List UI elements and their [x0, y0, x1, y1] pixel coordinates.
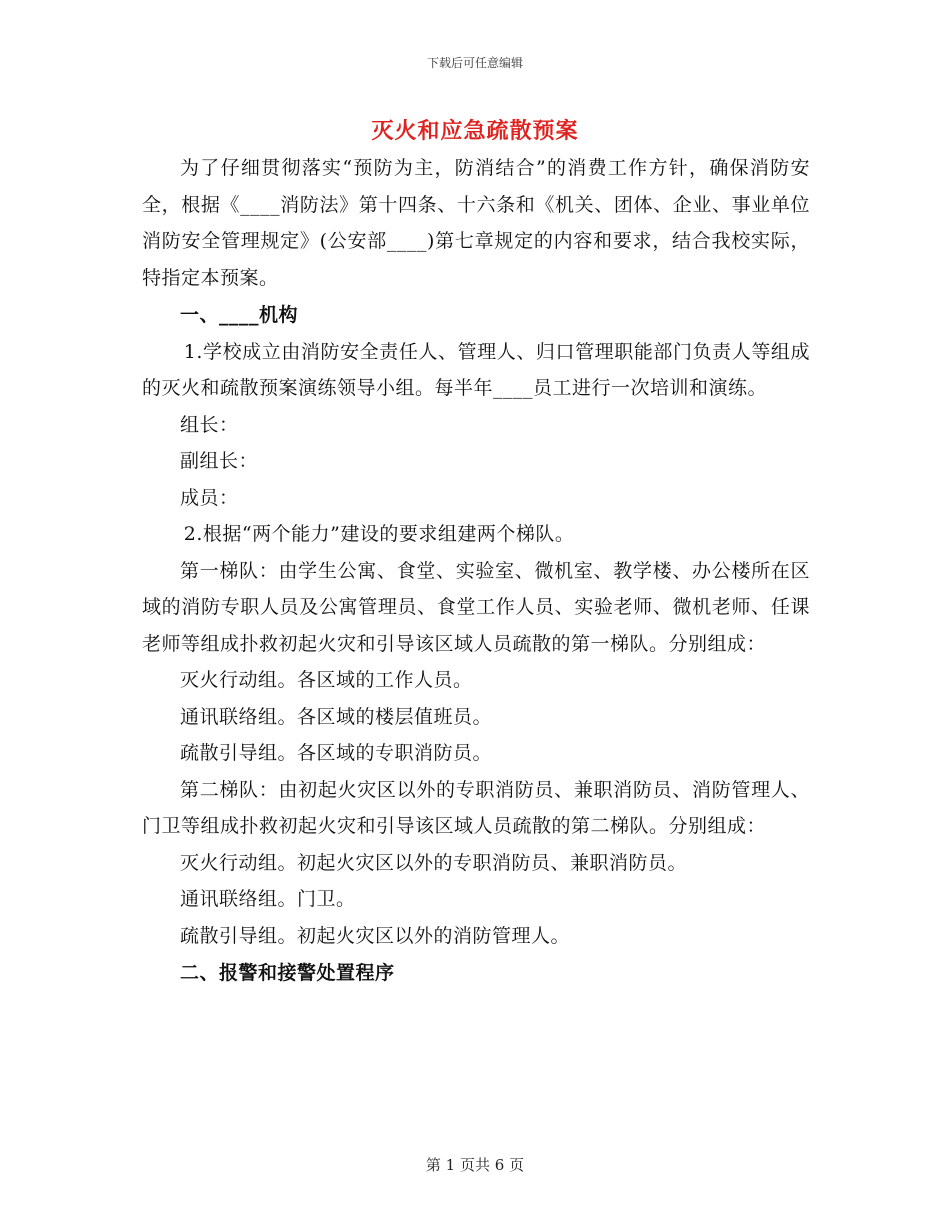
first-fire-action-group: 灭火行动组。各区域的工作人员。	[180, 669, 473, 691]
document-title: 灭火和应急疏散预案	[371, 118, 579, 144]
header-note: 下载后可任意编辑	[426, 56, 523, 70]
first-communication-group: 通讯联络组。各区域的楼层值班员。	[180, 705, 493, 728]
item-1-paragraph: 1.学校成立由消防安全责任人、管理人、归口管理职能部门负责人等组成的灭火和疏散预案演练领导小组。每半年____员工进行一次培训和演练。	[142, 340, 810, 399]
second-echelon-paragraph: 第二梯队：由初起火灾区以外的专职消防员、兼职消防员、消防管理人、门卫等组成扑救初起火灾和引导该区域人员疏散的第二梯队。分别组成：	[142, 778, 810, 837]
second-evacuation-group: 疏散引导组。初起火灾区以外的消防管理人。	[180, 924, 571, 947]
intro-paragraph: 为了仔细贯彻落实“预防为主，防消结合”的消费工作方针，确保消防安全，根据《____消防法》第十四条、十六条和《机关、团体、企业、事业单位消防安全管理规定》(公安部____)第七章规定的内容和要求，结合我校实际，特指定本预案。	[142, 157, 810, 289]
second-fire-action-group: 灭火行动组。初起火灾区以外的专职消防员、兼职消防员。	[180, 851, 688, 874]
page-indicator: 第 1 页共 6 页	[425, 1156, 525, 1174]
deputy-leader-line: 副组长：	[180, 450, 259, 472]
first-evacuation-group: 疏散引导组。各区域的专职消防员。	[180, 742, 493, 764]
first-echelon-paragraph: 第一梯队：由学生公寓、食堂、实验室、微机室、教学楼、办公楼所在区域的消防专职人员及公寓管理员、食堂工作人员、实验老师、微机老师、任课老师等组成扑救初起火灾和引导该区域人员疏散的第一梯队。分别组成：	[142, 559, 810, 655]
item-2-paragraph: 2.根据“两个能力”建设的要求组建两个梯队。	[183, 523, 575, 545]
second-communication-group: 通讯联络组。门卫。	[180, 888, 356, 910]
section-heading-alarm: 二、报警和接警处置程序	[180, 962, 395, 984]
section-heading-organization: 一、____机构	[180, 304, 299, 326]
members-line: 成员：	[180, 486, 239, 509]
document-body	[142, 150, 810, 992]
group-leader-line: 组长：	[180, 413, 239, 436]
